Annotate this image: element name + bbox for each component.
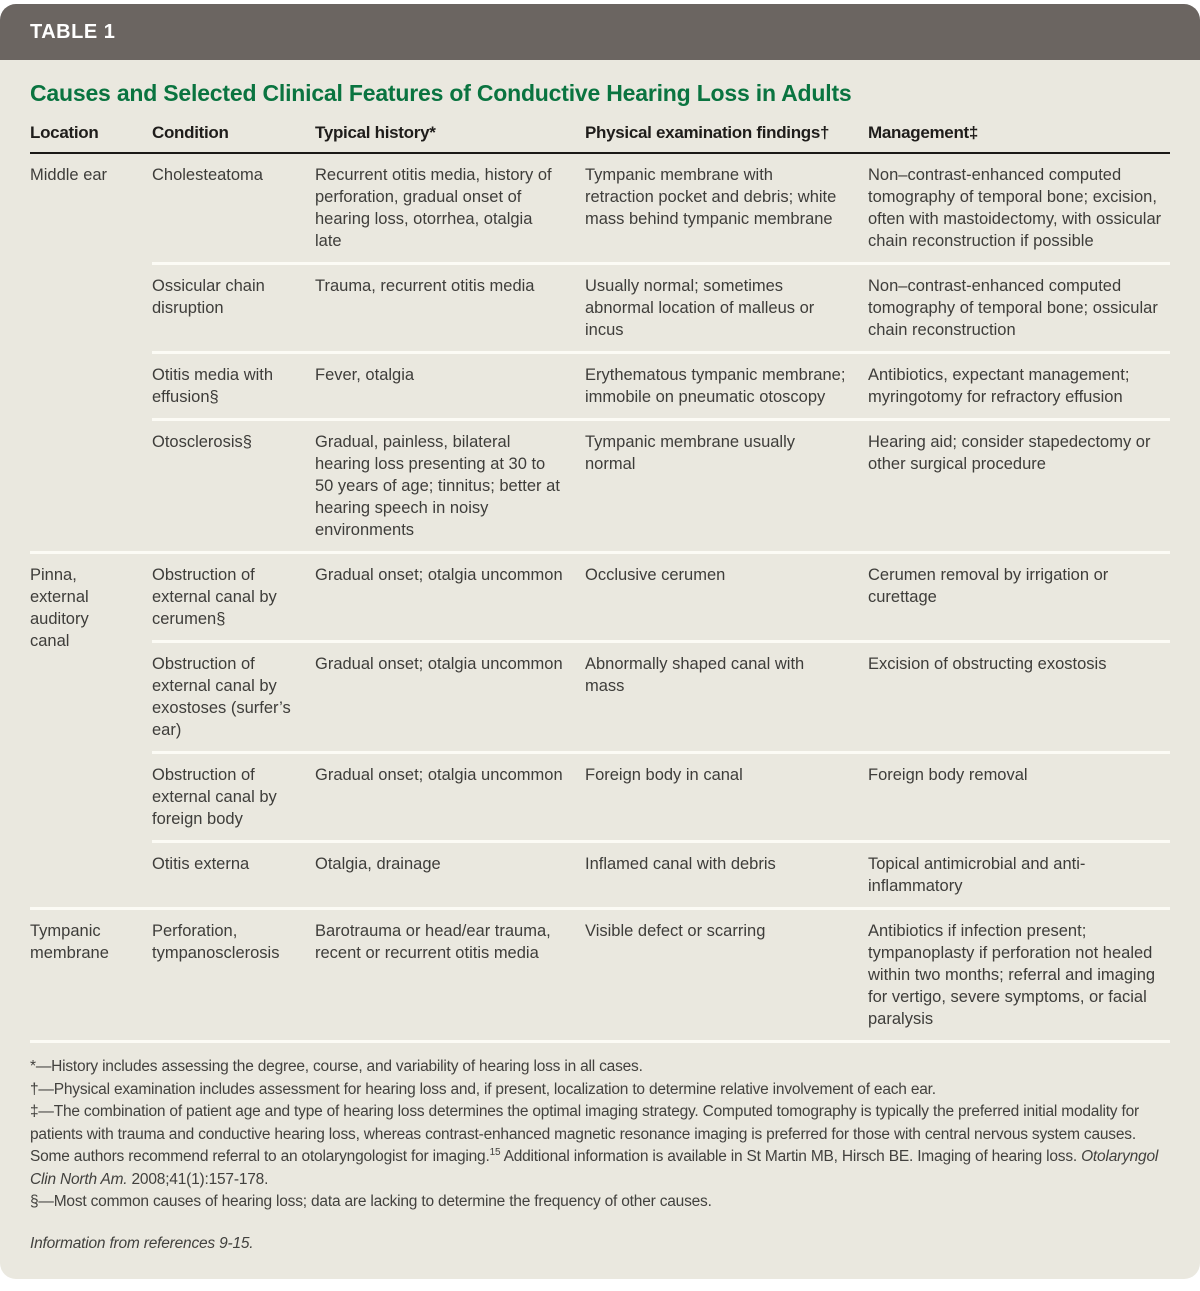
footnotes bbox=[30, 1056, 1170, 1214]
footnote-section: §—Most common causes of hearing loss; data are lacking to determine the frequency of other causes. bbox=[30, 1193, 712, 1210]
cell-management: Non–contrast-enhanced computed tomography of temporal bone; excision, often with mastoidectomy, with ossicular chain reconstruction if possible bbox=[868, 166, 1162, 250]
cell-location: Tympanic membrane bbox=[30, 907, 152, 1043]
cell-management: Foreign body removal bbox=[868, 751, 1170, 840]
reference-superscript: 15 bbox=[489, 1146, 501, 1158]
table-number-label: TABLE 1 bbox=[30, 20, 116, 43]
cell-history: Fever, otalgia bbox=[315, 351, 585, 418]
table-row bbox=[30, 154, 1170, 262]
column-header-2: Typical history* bbox=[315, 123, 585, 154]
table-row bbox=[30, 262, 1170, 351]
cell-history: Gradual onset; otalgia uncommon bbox=[315, 551, 585, 640]
cell-findings: Occlusive cerumen bbox=[585, 551, 868, 640]
cell-findings: Tympanic membrane usually normal bbox=[585, 418, 868, 551]
cell-history: Gradual onset; otalgia uncommon bbox=[315, 640, 585, 751]
cell-location: Middle ear bbox=[30, 166, 108, 184]
cell-management: Cerumen removal by irrigation or curettage bbox=[868, 551, 1170, 640]
cell-history: Gradual onset; otalgia uncommon bbox=[315, 751, 585, 840]
cell-history: Barotrauma or head/ear trauma, recent or recurrent otitis media bbox=[315, 907, 585, 1043]
cell-condition: Otosclerosis§ bbox=[152, 418, 315, 551]
cell-history: Recurrent otitis media, history of perforation, gradual onset of hearing loss, otorrhea, otalgia late bbox=[315, 166, 552, 250]
table-row bbox=[30, 840, 1170, 907]
table-row bbox=[30, 751, 1170, 840]
cell-location: Pinna, external auditory canal bbox=[30, 551, 152, 907]
cell-history: Trauma, recurrent otitis media bbox=[315, 262, 585, 351]
table-row bbox=[30, 351, 1170, 418]
cell-management: Non–contrast-enhanced computed tomography of temporal bone; ossicular chain reconstruction bbox=[868, 262, 1170, 351]
cell-findings: Usually normal; sometimes abnormal location of malleus or incus bbox=[585, 262, 868, 351]
cell-findings: Visible defect or scarring bbox=[585, 907, 868, 1043]
column-header-3: Physical examination findings† bbox=[585, 123, 868, 154]
table-title: Causes and Selected Clinical Features of Conductive Hearing Loss in Adults bbox=[30, 80, 852, 106]
cell-history: Otalgia, drainage bbox=[315, 840, 585, 907]
table-head bbox=[30, 123, 1170, 154]
cell-findings: Abnormally shaped canal with mass bbox=[585, 640, 868, 751]
cell-condition: Ossicular chain disruption bbox=[152, 262, 315, 351]
cell-condition: Otitis media with effusion§ bbox=[152, 351, 315, 418]
table-row bbox=[30, 907, 1170, 1043]
cell-history: Gradual, painless, bilateral hearing loss presenting at 30 to 50 years of age; tinnitus; better at hearing speech in noisy environments bbox=[315, 418, 585, 551]
table-body bbox=[30, 154, 1170, 1043]
footnote-double-dagger bbox=[30, 1101, 1170, 1191]
table-card bbox=[0, 60, 1200, 1279]
column-header-1: Condition bbox=[152, 123, 315, 154]
table-row bbox=[30, 551, 1170, 640]
footnote-star: *—History includes assessing the degree, course, and variability of hearing loss in all cases. bbox=[30, 1058, 643, 1075]
cell-findings: Tympanic membrane with retraction pocket and debris; white mass behind tympanic membrane bbox=[585, 166, 837, 228]
cell-management: Hearing aid; consider stapedectomy or other surgical procedure bbox=[868, 418, 1170, 551]
header-row bbox=[30, 123, 1170, 154]
table-row bbox=[30, 418, 1170, 551]
cell-management: Antibiotics if infection present; tympanoplasty if perforation not healed within two months; referral and imaging for vertigo, severe symptoms, or facial paralysis bbox=[868, 907, 1170, 1043]
cell-condition: Perforation, tympanosclerosis bbox=[152, 907, 315, 1043]
source-attribution: Information from references 9-15. bbox=[30, 1234, 254, 1252]
footnote-ddagger-text: ‡—The combination of patient age and type of hearing loss determines the optimal imaging strategy. Computed tomography is typically the preferred initial modality for patients with trauma and conductive hearing loss, whereas contrast-enhanced magnetic resonance imaging is preferred for those with central nervous system causes. Some authors recommend referral to an otolaryngologist for imaging. bbox=[30, 1103, 1139, 1165]
footnote-dagger: †—Physical examination includes assessment for hearing loss and, if present, localization to determine relative involvement of each ear. bbox=[30, 1080, 936, 1098]
cell-management: Antibiotics, expectant management; myringotomy for refractory effusion bbox=[868, 351, 1170, 418]
cell-findings: Foreign body in canal bbox=[585, 751, 868, 840]
journal-name: Otolaryngol Clin North Am. bbox=[30, 1148, 1159, 1188]
cell-management: Excision of obstructing exostosis bbox=[868, 640, 1170, 751]
footnote-ddagger-citation: 2008;41(1):157-178. bbox=[127, 1170, 269, 1188]
table-header-bar bbox=[0, 4, 1200, 60]
clinical-features-table bbox=[30, 123, 1170, 1043]
cell-condition: Cholesteatoma bbox=[152, 166, 263, 184]
footnote-ddagger-text2: Additional information is available in St Martin MB, Hirsch BE. Imaging of hearing loss. bbox=[500, 1148, 1082, 1165]
column-header-4: Management‡ bbox=[868, 123, 1170, 154]
column-header-0: Location bbox=[30, 123, 152, 154]
cell-findings: Erythematous tympanic membrane; immobile on pneumatic otoscopy bbox=[585, 351, 868, 418]
cell-condition: Obstruction of external canal by foreign body bbox=[152, 751, 315, 840]
cell-findings: Inflamed canal with debris bbox=[585, 840, 868, 907]
cell-management: Topical antimicrobial and anti-inflammatory bbox=[868, 840, 1170, 907]
cell-condition: Obstruction of external canal by cerumen§ bbox=[152, 551, 315, 640]
table-row bbox=[30, 640, 1170, 751]
cell-condition: Obstruction of external canal by exostoses (surfer’s ear) bbox=[152, 640, 315, 751]
cell-condition: Otitis externa bbox=[152, 840, 315, 907]
